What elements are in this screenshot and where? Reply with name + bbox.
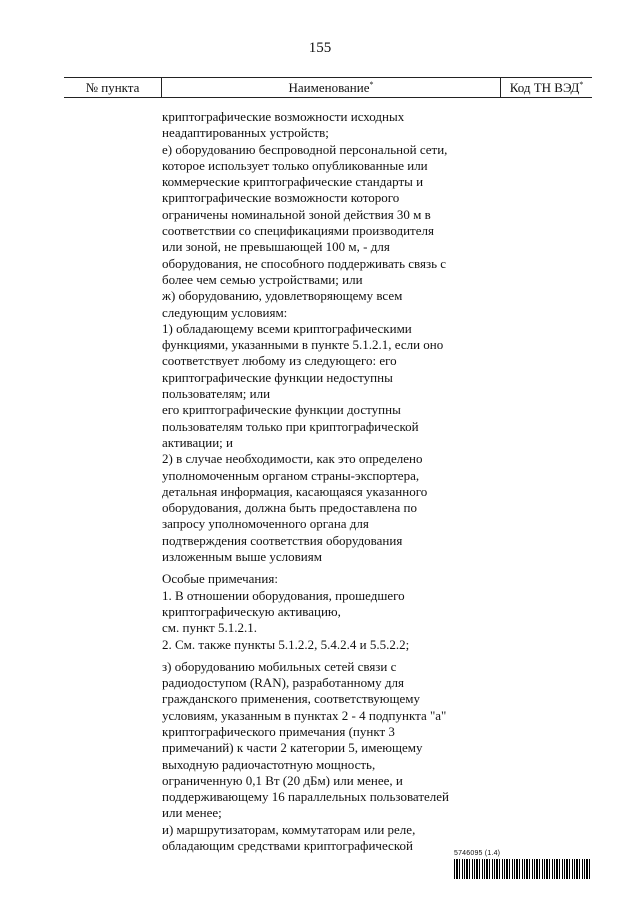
body-text bbox=[162, 109, 454, 854]
header-item-number bbox=[64, 78, 162, 97]
header-name bbox=[162, 78, 501, 97]
barcode-block bbox=[454, 850, 592, 880]
paragraph: е) оборудованию беспроводной персональной сети, которое использует только опубликованные или коммерческие криптографические стандарты и криптографические возможности которого ограничены номинальной зоной действия 30 м в соответствии со спецификациями производителя или зоной, не превышающей 100 м, - для оборудования, не способного поддерживать связь с более чем семью устройствами; или bbox=[162, 141, 448, 287]
paragraph: 1) обладающему всеми криптографическими функциями, указанными в пункте 5.1.2.1, если оно соответствует любому из следующего: его криптографические функции недоступны пользователям; или bbox=[162, 320, 444, 402]
paragraph: его криптографические функции доступны пользователям только при криптографической активации; и bbox=[162, 402, 419, 450]
header-item-number-label: № пункта bbox=[85, 80, 140, 95]
page-number: 155 bbox=[308, 40, 332, 56]
table-header bbox=[64, 77, 592, 98]
header-code bbox=[501, 78, 592, 97]
paragraph: и) маршрутизаторам, коммутаторам или реле, обладающим средствами криптографической bbox=[162, 821, 416, 854]
header-code-label: Код ТН ВЭД bbox=[509, 80, 580, 95]
paragraph: 2) в случае необходимости, как это определено уполномоченным органом страны-экспортера, детальная информация, касающаяся указанного оборудования, должна быть предоставлена по запросу уполномоченного органа для подтверждения соответствия оборудования изложенным выше условиям bbox=[162, 451, 428, 565]
header-code-mark: * bbox=[579, 80, 584, 89]
barcode-icon bbox=[454, 859, 592, 879]
paragraph: криптографические возможности исходных неадаптированных устройств; bbox=[162, 109, 405, 141]
notes-title: Особые примечания: bbox=[162, 571, 278, 587]
paragraph: з) оборудованию мобильных сетей связи с радиодоступом (RAN), разработанному для гражданского применения, соответствующему условиям, указанным в пунктах 2 - 4 подпункта "а" криптографического примечания (пункт 3 примечаний) к части 2 категории 5, имеющему выходную радиочастотную мощность, ограниченную 0,1 Вт (20 дБм) или менее, и поддерживающему 16 параллельных пользователей или менее; bbox=[162, 658, 450, 821]
note: 2. См. также пункты 5.1.2.2, 5.4.2.4 и 5.5.2.2; bbox=[162, 636, 410, 652]
header-name-label: Наименование bbox=[288, 80, 370, 95]
barcode-label: 5746095 (1.4) bbox=[454, 850, 501, 857]
note: см. пункт 5.1.2.1. bbox=[162, 620, 257, 636]
note: 1. В отношении оборудования, прошедшего криптографическую активацию, bbox=[162, 587, 405, 619]
paragraph: ж) оборудованию, удовлетворяющему всем следующим условиям: bbox=[162, 288, 403, 320]
header-name-mark: * bbox=[369, 80, 374, 89]
